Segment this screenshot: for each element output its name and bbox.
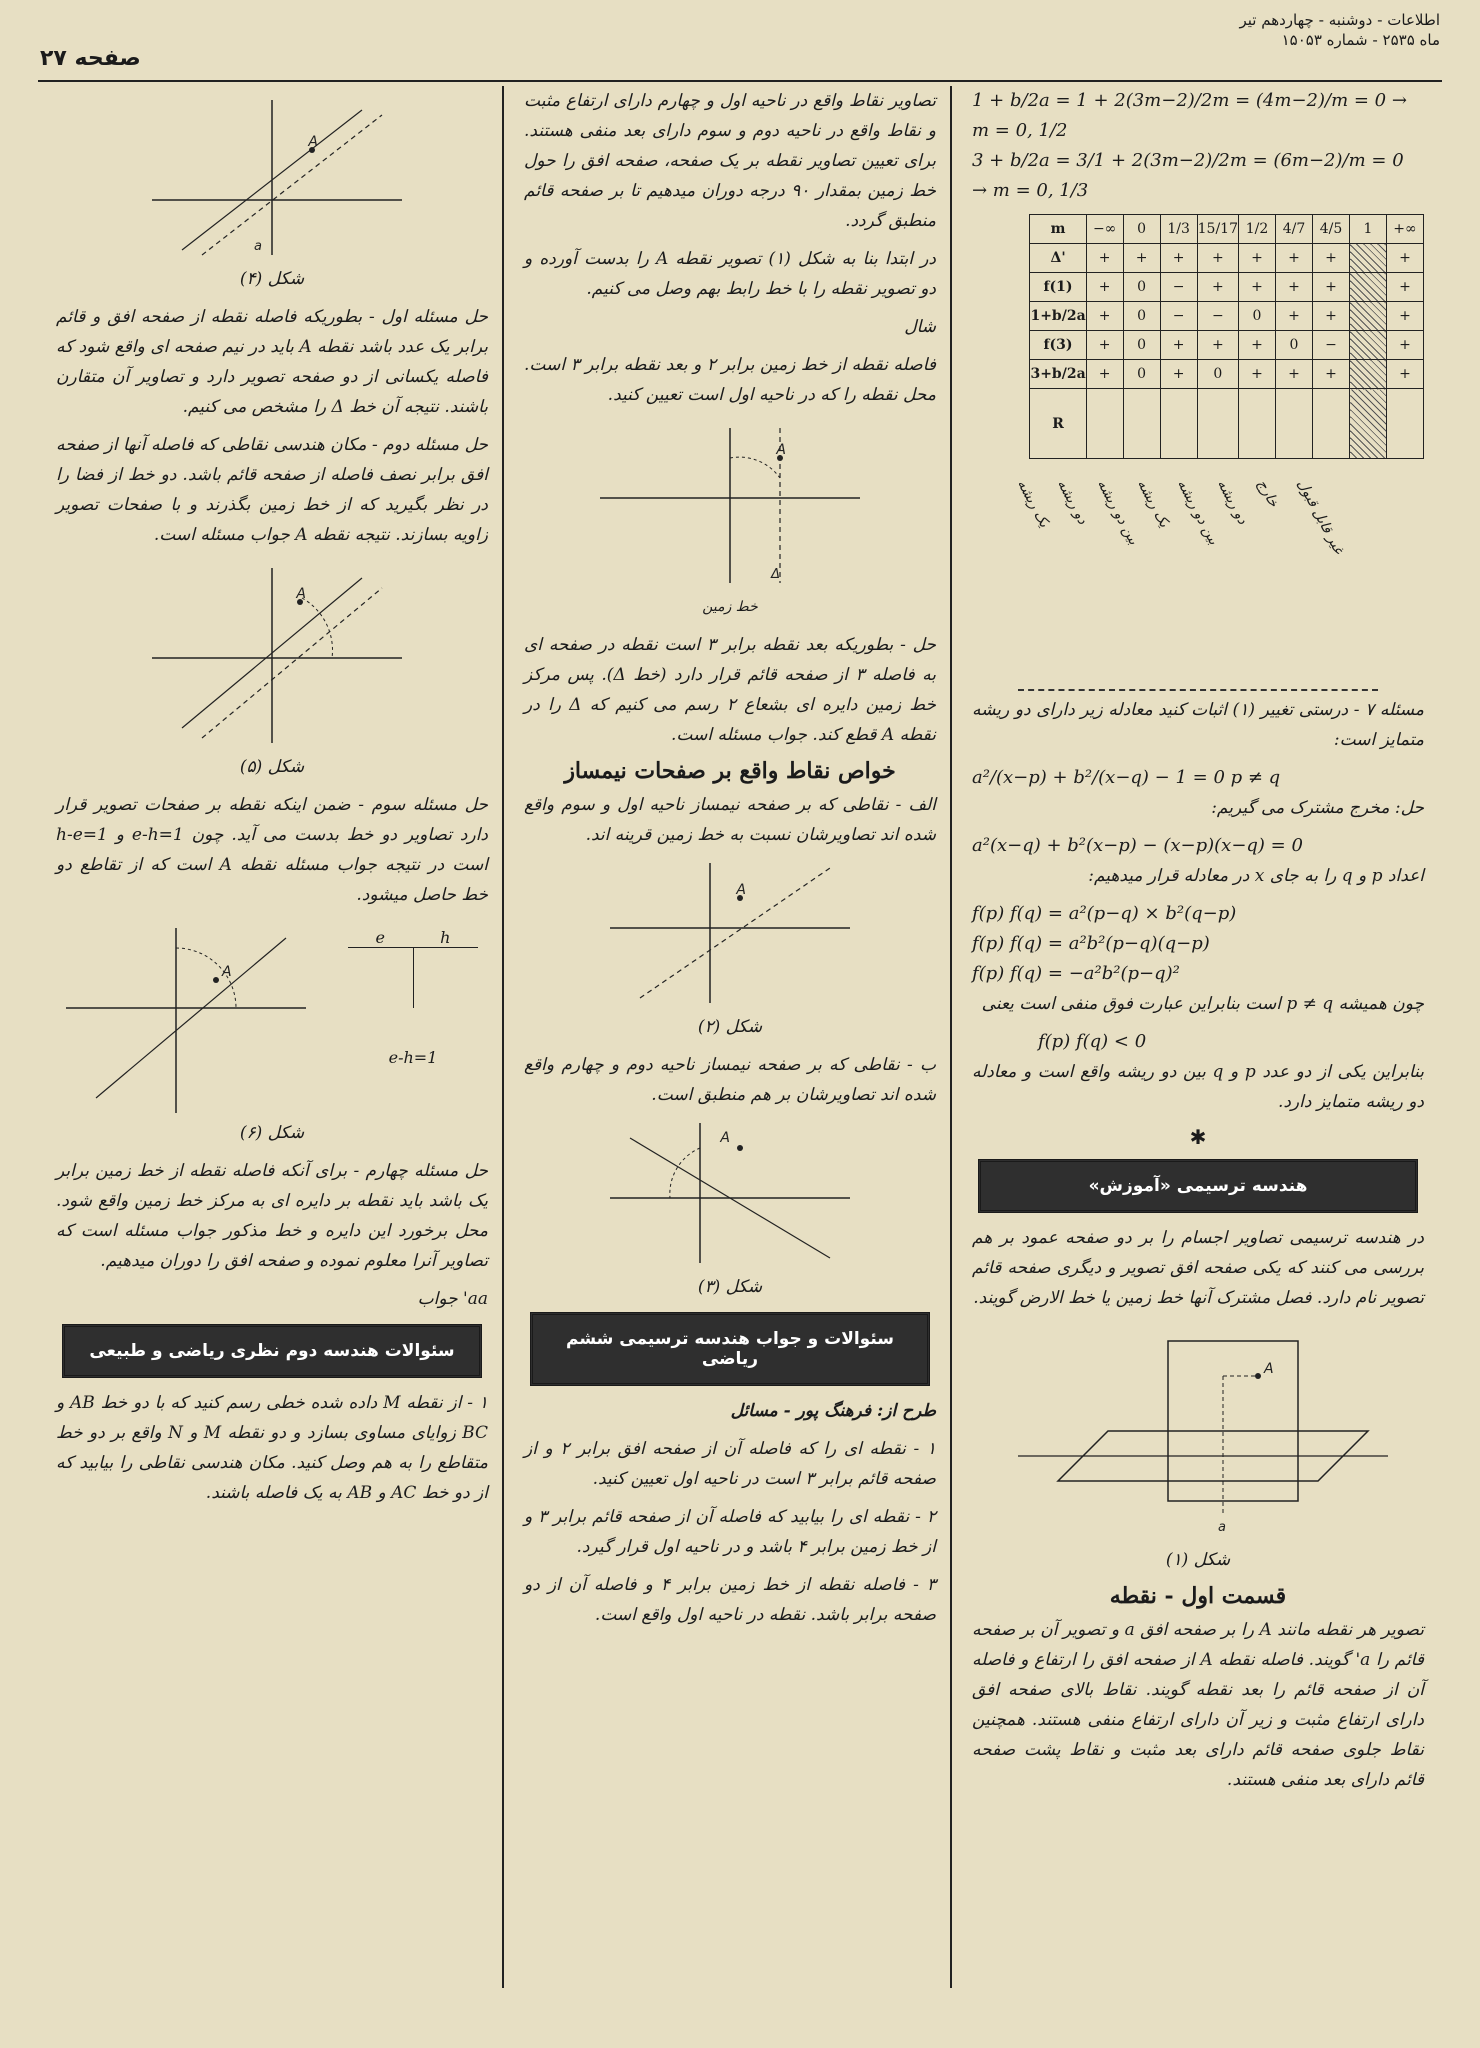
svg-text:A: A <box>1264 1361 1274 1377</box>
figure-5 <box>122 558 422 748</box>
equation-1: 1 + b/2a = 1 + 2(3m−2)/2m = (4m−2)/m = 0 → m = 0, 1/2 <box>972 90 1407 141</box>
col1-paragraph-3: حل مسئله سوم - ضمن اینکه نقطه بر صفحات تصویر قرار دارد تصاویر دو خط بدست می آید. چون e-h=1 و h-e=1 است در نتیجه جواب مسئله نقطه A است که از تقاطع دو خط حاصل میشود. <box>56 795 488 905</box>
section-title-point: قسمت اول - نقطه <box>1109 1583 1287 1609</box>
sign-cell: + <box>1086 244 1123 273</box>
fig-label-1: شکل (۱) <box>1165 1550 1231 1570</box>
col1-paragraph-5: ۱ - از نقطه M داده شده خطی رسم کنید که با دو خط AB و BC زوایای مساوی بسازد و دو نقطه M و N واقع بر دو خط متقاطع را به هم وصل کنید. مکان هندسی نقاطی را بیابید که از دو خط AC و AB به یک فاصله باشند. <box>56 1393 488 1503</box>
sign-cell-hatched <box>1350 244 1387 273</box>
svg-text:a: a <box>1218 1520 1226 1535</box>
sign-cell: + <box>1276 273 1313 302</box>
result-label: دو ریشه <box>1213 477 1251 527</box>
col3-paragraph-2: حل: مخرج مشترک می گیریم: <box>1211 798 1424 818</box>
banner-descriptive-geometry: هندسه ترسیمی «آموزش» <box>978 1159 1418 1213</box>
masthead-line2: ماه ۲۵۳۵ - شماره ۱۵۰۵۳ <box>1281 31 1440 49</box>
star-separator: ✱ <box>1189 1125 1207 1149</box>
svg-text:A: A <box>296 586 306 602</box>
sign-cell: + <box>1313 360 1350 389</box>
eh-table-e: e <box>375 928 386 947</box>
sign-cell-hatched <box>1350 360 1387 389</box>
sign-cell: + <box>1276 302 1313 331</box>
col2-paragraph-6: ب - نقاطی که بر صفحه نیمساز ناحیه دوم و چهارم واقع شده اند تصاویرشان بر هم منطبق است. <box>524 1055 936 1105</box>
equation-7: f(p) f(q) = −a²b²(p−q)² <box>972 963 1180 984</box>
eh-table-h: h <box>440 928 451 947</box>
col2-heading-shal: شال <box>904 317 936 337</box>
sign-cell: − <box>1197 302 1238 331</box>
fig-label-6: شکل (۶) <box>239 1123 305 1143</box>
col2-paragraph-3: فاصله نقطه از خط زمین برابر ۲ و بعد نقطه برابر ۳ است. محل نقطه را که در ناحیه اول است تعیین کنید. <box>524 355 936 405</box>
sign-cell: + <box>1387 244 1424 273</box>
sign-cell: + <box>1239 331 1276 360</box>
sign-cell: + <box>1197 273 1238 302</box>
eh-table <box>348 928 478 1067</box>
figure-3 <box>590 1118 870 1268</box>
banner-geometry-2: سئوالات هندسه دوم نظری ریاضی و طبیعی <box>62 1324 482 1378</box>
sign-row-label: 3+b/2a <box>1030 360 1086 389</box>
section-divider <box>1018 681 1378 691</box>
col2-question-3: ۳ - فاصله نقطه از خط زمین برابر ۴ و فاصله آن از دو صفحه برابر باشد. نقطه در ناحیه اول واقع است. <box>524 1575 936 1625</box>
sign-cell-hatched <box>1350 273 1387 302</box>
sign-row <box>1030 302 1424 331</box>
sign-cell: + <box>1160 360 1197 389</box>
sign-cell: + <box>1160 331 1197 360</box>
sign-cell: + <box>1276 360 1313 389</box>
fig-label-4: شکل (۴) <box>239 269 305 289</box>
figure-middle-1 <box>580 418 880 588</box>
page-number: صفحه ۲۷ <box>40 46 141 71</box>
sign-cell: + <box>1197 331 1238 360</box>
sign-table <box>1029 214 1424 459</box>
sign-header-6: 4/7 <box>1276 215 1313 244</box>
svg-text:a: a <box>254 239 262 254</box>
sign-cell: + <box>1086 302 1123 331</box>
result-label: دو ریشه <box>1053 477 1091 527</box>
column-left <box>42 86 504 1988</box>
svg-text:A: A <box>776 442 786 458</box>
col3-paragraph-1: مسئله ۷ - درستی تغییر (۱) اثبات کنید معادله زیر دارای دو ریشه متمایز است: <box>972 700 1424 750</box>
figure-2 <box>590 858 870 1008</box>
col2-paragraph-2: در ابتدا بنا به شکل (۱) تصویر نقطه A را بدست آورده و دو تصویر نقطه را با خط رابط بهم وصل می کنیم. <box>524 249 936 299</box>
col3-paragraph-5: بنابراین یکی از دو عدد p و q بین دو ریشه واقع است و معادله دو ریشه متمایز دارد. <box>972 1062 1424 1112</box>
sign-table-header <box>1030 215 1424 244</box>
col1-paragraph-2: حل مسئله دوم - مکان هندسی نقاطی که فاصله آنها از صفحه افق برابر نصف فاصله از صفحه قائم باشد. دو خط از فضا را در نظر بگیرید که از خط زمین بگذرند و با صفحات تصویر زاویه بسازند. نتیجه نقطه A جواب مسئله است. <box>56 435 488 545</box>
sign-cell-hatched <box>1350 331 1387 360</box>
sign-cell: + <box>1387 360 1424 389</box>
col2-paragraph-1: تصاویر نقاط واقع در ناحیه اول و چهارم دارای ارتفاع مثبت و نقاط واقع در ناحیه دوم و سوم دارای بعد منفی هستند. برای تعیین تصاویر نقطه بر یک صفحه، صفحه افق را حول خط زمین بمقدار ۹۰ درجه دوران میدهیم تا بر صفحه قائم منطبق گردد. <box>524 91 936 231</box>
sign-cell: + <box>1086 273 1123 302</box>
col1-paragraph-1: حل مسئله اول - بطوریکه فاصله نقطه از صفحه افق و قائم برابر یک عدد باشد نقطه A باید در نیم صفحه ای واقع شود که فاصله یکسانی از دو صفحه تصویر دارد و تصاویر آن متقارن باشند. نتیجه آن خط Δ را مشخص می کنیم. <box>56 307 488 417</box>
sign-cell: + <box>1387 331 1424 360</box>
fig-label-5: شکل (۵) <box>239 757 305 777</box>
masthead <box>1239 10 1440 50</box>
sign-header-5: 1/2 <box>1239 215 1276 244</box>
equation-4: a²(x−q) + b²(x−p) − (x−p)(x−q) = 0 <box>972 835 1303 856</box>
sign-cell: + <box>1239 273 1276 302</box>
sign-row-label: 1+b/2a <box>1030 302 1086 331</box>
sign-cell: + <box>1239 244 1276 273</box>
sign-cell: 0 <box>1197 360 1238 389</box>
equation-6: f(p) f(q) = a²b²(p−q)(q−p) <box>972 933 1210 954</box>
sign-header-3: 1/3 <box>1160 215 1197 244</box>
sign-cell: + <box>1086 360 1123 389</box>
result-label: بین دو ریشه <box>1093 477 1142 548</box>
sign-cell: + <box>1387 302 1424 331</box>
sign-row <box>1030 360 1424 389</box>
svg-text:A: A <box>736 882 746 898</box>
column-right <box>958 86 1438 1988</box>
col1-paragraph-4: حل مسئله چهارم - برای آنکه فاصله نقطه از خط زمین برابر یک باشد باید نقطه بر دایره ای به مرکز خط زمین واقع شود. محل برخورد این دایره و خط مذکور جواب مسئله است که تصاویر آنرا معلوم نموده و صفحه افق را دوران میدهیم. <box>56 1161 488 1271</box>
sign-cell: + <box>1387 273 1424 302</box>
eh-equation: e-h=1 <box>388 1048 438 1067</box>
col3-paragraph-6: در هندسه ترسیمی تصاویر اجسام را بر دو صفحه عمود بر هم بررسی می کنند که یکی صفحه افق تصویر و دیگری صفحه قائم تصویر نام دارد. فصل مشترک آنها خط زمین یا خط الارض گویند. <box>972 1228 1424 1308</box>
fig-label-2: شکل (۲) <box>697 1017 763 1037</box>
col2-question-1: ۱ - نقطه ای را که فاصله آن از صفحه افق برابر ۲ و از صفحه قائم برابر ۳ است در ناحیه اول تعیین کنید. <box>524 1439 937 1489</box>
col3-paragraph-4: چون همیشه p ≠ q است بنابراین عبارت فوق منفی است یعنی <box>981 994 1424 1014</box>
equation-5: f(p) f(q) = a²(p−q) × b²(q−p) <box>972 903 1237 924</box>
figure-1-planes <box>998 1321 1398 1541</box>
sign-row <box>1030 273 1424 302</box>
sign-cell: − <box>1160 302 1197 331</box>
sign-cell: + <box>1239 360 1276 389</box>
sign-cell: 0 <box>1239 302 1276 331</box>
equation-8: f(p) f(q) < 0 <box>1038 1031 1147 1052</box>
sign-header-1: −∞ <box>1086 215 1123 244</box>
sign-header-7: 4/5 <box>1313 215 1350 244</box>
sign-cell-hatched <box>1350 389 1387 459</box>
sign-row <box>1030 244 1424 273</box>
col2-paragraph-4: حل - بطوریکه بعد نقطه برابر ۳ است نقطه در صفحه ای به فاصله ۳ از صفحه قائم قرار دارد (خط Δ). پس مرکز خط زمین دایره ای بشعاع ۲ رسم می کنیم که Δ را در نقطه A قطع کند. جواب مسئله است. <box>524 635 936 745</box>
column-middle <box>510 86 952 1988</box>
sign-cell: + <box>1276 244 1313 273</box>
sign-row-result <box>1030 389 1424 459</box>
result-label: یک ریشه <box>1133 477 1173 531</box>
sign-header-8: 1 <box>1350 215 1387 244</box>
col3-paragraph-7: تصویر هر نقطه مانند A را بر صفحه افق a و تصویر آن بر صفحه قائم را a' گویند. فاصله نقطه A از صفحه افق را ارتفاع و فاصله آن از صفحه قائم را بعد نقطه گویند. نقاط بالای صفحه افق دارای ارتفاع مثبت و زیر آن دارای ارتفاع منفی هستند. همچنین نقاط جلوی صفحه قائم دارای بعد مثبت و نقاط پشت صفحه قائم دارای بعد منفی هستند. <box>972 1620 1425 1790</box>
result-label: غیر قابل قبول <box>1293 477 1347 557</box>
fig-label-3: شکل (۳) <box>697 1277 763 1297</box>
equation-3: a²/(x−p) + b²/(x−q) − 1 = 0 p ≠ q <box>972 767 1281 788</box>
result-labels <box>1013 467 1424 677</box>
result-label: خارج <box>1253 477 1282 510</box>
sign-cell: − <box>1313 331 1350 360</box>
sign-cell: − <box>1160 273 1197 302</box>
sign-cell: 0 <box>1276 331 1313 360</box>
banner-geometry-6: سئوالات و جواب هندسه ترسیمی ششم ریاضی <box>530 1312 930 1386</box>
masthead-line1: اطلاعات - دوشنبه - چهاردهم تیر <box>1239 11 1440 29</box>
sign-cell: + <box>1123 244 1160 273</box>
sign-cell: + <box>1313 244 1350 273</box>
sign-row-label: R <box>1030 389 1086 459</box>
label-ground-line: خط زمین <box>702 599 758 615</box>
sign-cell: + <box>1313 273 1350 302</box>
sign-cell: 0 <box>1123 302 1160 331</box>
svg-text:Δ: Δ <box>771 567 780 582</box>
sign-cell: 0 <box>1123 273 1160 302</box>
sign-header-0: m <box>1030 215 1086 244</box>
equation-2: 3 + b/2a = 3/1 + 2(3m−2)/2m = (6m−2)/m = 0 → m = 0, 1/3 <box>972 150 1404 201</box>
sign-cell: 0 <box>1123 360 1160 389</box>
col2-heading-problems: طرح از: فرهنگ پور - مسائل <box>730 1401 936 1421</box>
col3-paragraph-3: اعداد p و q را به جای x در معادله قرار میدهیم: <box>1088 866 1424 886</box>
sign-row-label: Δ' <box>1030 244 1086 273</box>
svg-text:A: A <box>222 964 232 980</box>
subtitle-bisector-planes: خواص نقاط واقع بر صفحات نیمساز <box>564 758 896 784</box>
col1-answer: aa' جواب <box>417 1289 488 1309</box>
col2-paragraph-5: الف - نقاطی که بر صفحه نیمساز ناحیه اول و سوم واقع شده اند تصاویرشان نسبت به خط زمین قرینه اند. <box>524 795 936 845</box>
sign-header-2: 0 <box>1123 215 1160 244</box>
sign-row <box>1030 331 1424 360</box>
col2-question-2: ۲ - نقطه ای را بیابید که فاصله آن از صفحه قائم برابر ۳ و از خط زمین برابر ۴ باشد و در ناحیه اول قرار گیرد. <box>524 1507 936 1557</box>
result-label: بین دو ریشه <box>1173 477 1222 548</box>
sign-cell: + <box>1160 244 1197 273</box>
sign-cell: + <box>1086 331 1123 360</box>
sign-header-4: 15/17 <box>1197 215 1238 244</box>
svg-text:A: A <box>720 1130 730 1146</box>
sign-cell: + <box>1313 302 1350 331</box>
sign-cell-hatched <box>1350 302 1387 331</box>
figure-6-group <box>56 918 488 1118</box>
sign-header-9: +∞ <box>1387 215 1424 244</box>
sign-row-label: f(1) <box>1030 273 1086 302</box>
header-rule <box>38 80 1442 82</box>
figure-4-top <box>122 90 422 260</box>
sign-row-label: f(3) <box>1030 331 1086 360</box>
svg-text:A: A <box>308 134 318 150</box>
sign-cell: 0 <box>1123 331 1160 360</box>
sign-cell: + <box>1197 244 1238 273</box>
figure-6 <box>56 918 316 1118</box>
result-label: یک ریشه <box>1013 477 1053 531</box>
